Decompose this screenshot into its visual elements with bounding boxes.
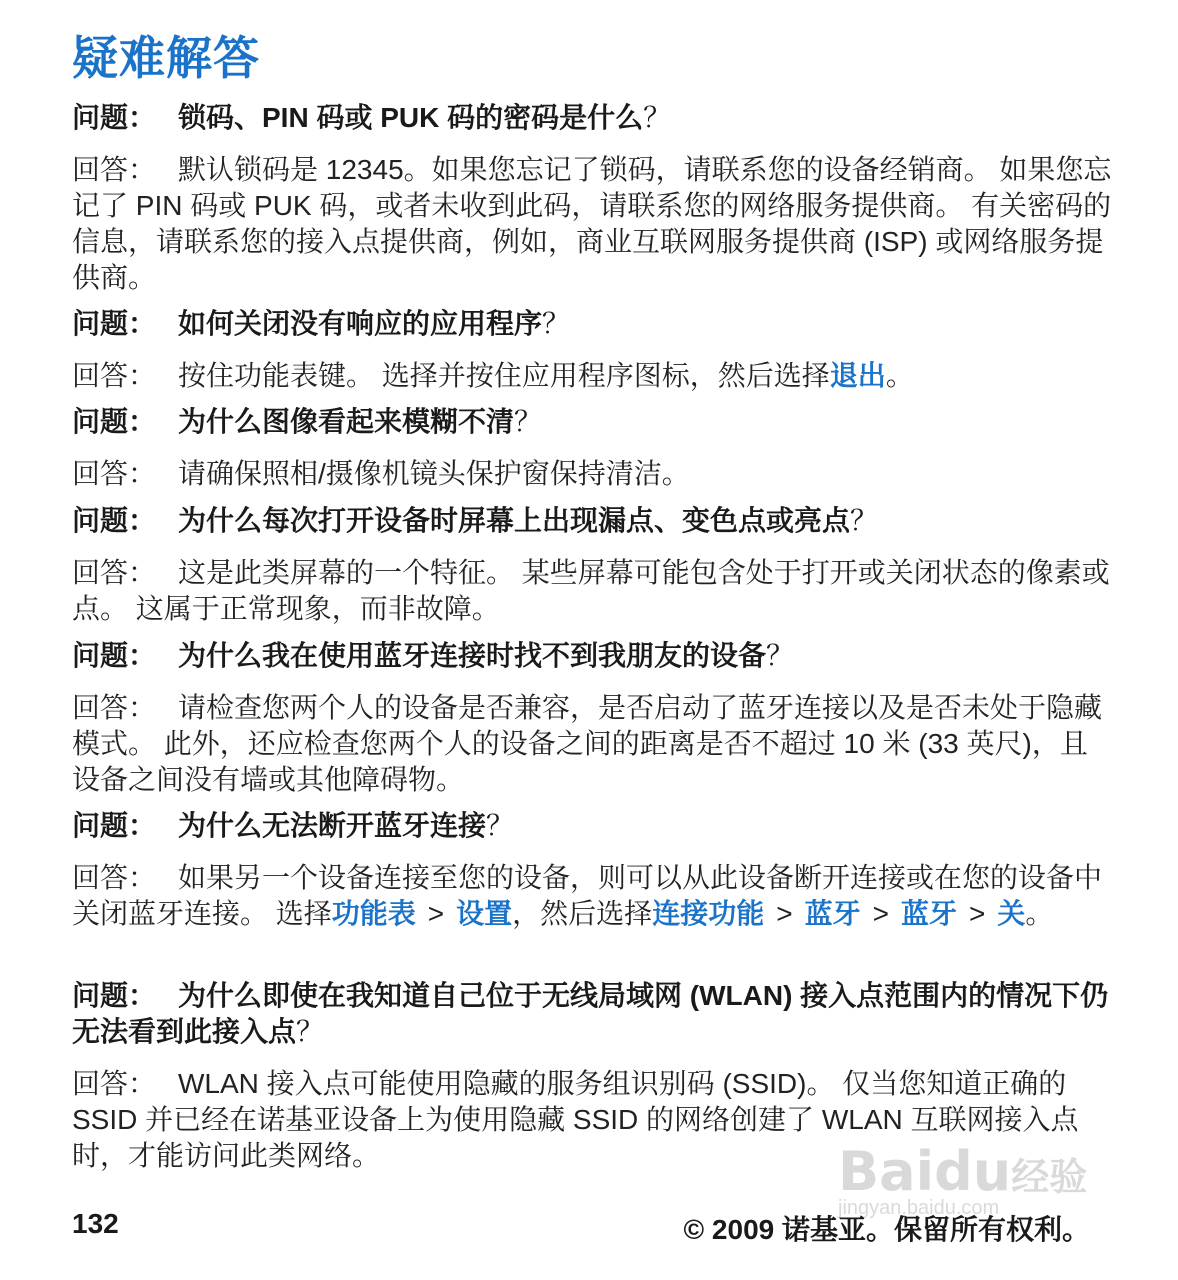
settings-link: 设置 [456,898,513,929]
watermark-url: jingyan.baidu.com [838,1197,1000,1219]
answer-1: 回答： 默认锁码是 12345。如果您忘记了锁码，请联系您的设备经销商。 如果您忘记了 PIN 码或 PUK 码，或者未收到此码，请联系您的网络服务提供商。 有关密码的信息，请联系您的接入点提供商，例如，商业互联网服务提供商 (ISP) 或网络服务提供商。 [72,154,1112,293]
page-title: 疑难解答 [72,32,260,84]
answer-3: 回答： 请确保照相/摄像机镜头保护窗保持清洁。 [72,458,690,489]
copyright: © 2009 诺基亚。保留所有权利。 [683,1214,1090,1245]
bluetooth-link-2: 蓝牙 [900,898,957,929]
connectivity-link: 连接功能 [652,898,765,929]
question-4: 问题： 为什么每次打开设备时屏幕上出现漏点、变色点或亮点？ [72,505,879,536]
question-1: 问题： 锁码、PIN 码或 PUK 码的密码是什么？ [72,102,672,133]
question-6: 问题： 为什么无法断开蓝牙连接？ [72,810,515,841]
question-7: 问题： 为什么即使在我知道自己位于无线局域网 (WLAN) 接入点范围内的情况下仍无法看到此接入点？ [72,980,1109,1047]
bluetooth-link: 蓝牙 [804,898,861,929]
answer-6: 回答： 如果另一个设备连接至您的设备，则可以从此设备断开连接或在您的设备中关闭蓝牙连接。 选择功能表 > 设置，然后选择连接功能 > 蓝牙 > 蓝牙 > 关。 [72,862,1103,929]
menu-link: 功能表 [331,898,416,929]
off-link: 关 [997,898,1026,929]
question-2: 问题： 如何关闭没有响应的应用程序？ [72,308,571,339]
answer-5: 回答： 请检查您两个人的设备是否兼容，是否启动了蓝牙连接以及是否未处于隐藏模式。 此外，还应检查您两个人的设备之间的距离是否不超过 10 米 (33 英尺)，且设备之间没有墙或其他障碍物。 [72,692,1103,795]
question-5: 问题： 为什么我在使用蓝牙连接时找不到我朋友的设备？ [72,640,795,671]
watermark-label: 经验 [1011,1157,1088,1199]
page-number: 132 [72,1208,119,1239]
exit-link: 退出 [829,360,886,391]
baidu-logo: Baidu [838,1140,1012,1203]
answer-2: 回答： 按住功能表键。 选择并按住应用程序图标，然后选择退出。 [72,360,914,391]
answer-4: 回答： 这是此类屏幕的一个特征。 某些屏幕可能包含处于打开或关闭状态的像素或点。 这属于正常现象，而非故障。 [72,557,1110,624]
answer-7: 回答： WLAN 接入点可能使用隐藏的服务组识别码 (SSID)。 仅当您知道正确的 SSID 并已经在诺基亚设备上为使用隐藏 SSID 的网络创建了 WLAN 互联网接入点时，才能访问此类网络。 [72,1068,1079,1171]
question-3: 问题： 为什么图像看起来模糊不清？ [72,406,543,437]
